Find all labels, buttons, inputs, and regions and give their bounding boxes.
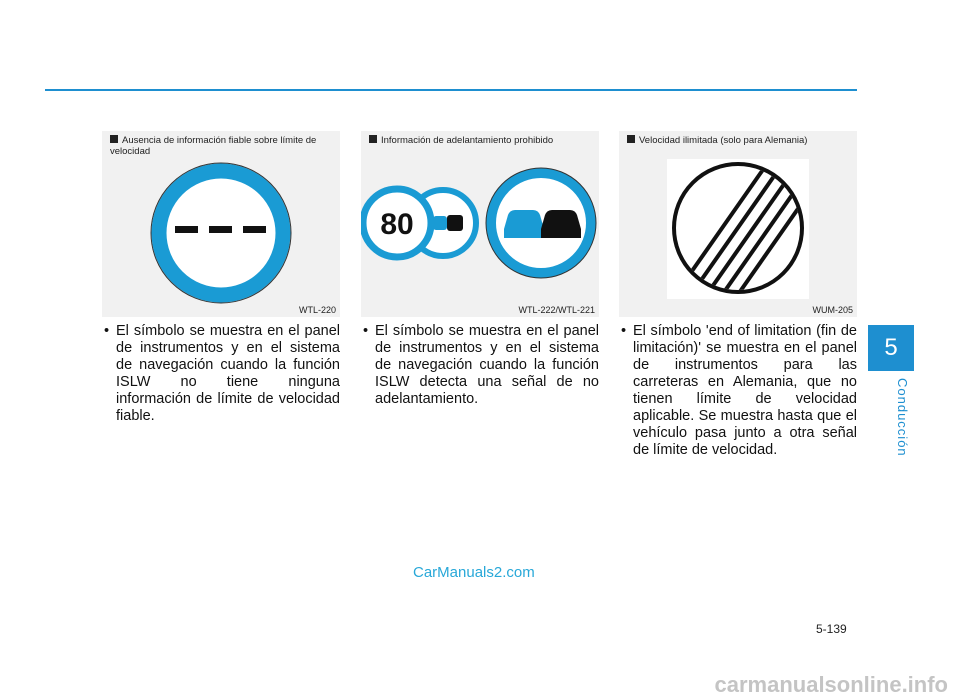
figure-code: WTL-220 [298, 305, 336, 315]
speed-limit-value: 80 [380, 208, 414, 241]
square-bullet-icon [369, 135, 377, 143]
footer-watermark: carmanualsonline.info [714, 672, 948, 697]
watermark-link[interactable]: CarManuals2.com [413, 564, 535, 581]
panel-caption: Ausencia de información fiable sobre límite de velocidad [110, 135, 317, 157]
chapter-tab[interactable] [868, 325, 914, 371]
bullet-text: • El símbolo 'end of limitation (fin de limitación)' se muestra en el panel de instrumentos para las carreteras en Alemania, que no tienen límite de velocidad aplicable. Se muestra hasta que el vehículo pasa junto a otra señal de límite de velocidad. [619, 323, 857, 459]
page-number: 5-139 [816, 622, 847, 636]
chapter-label: Conducción [895, 378, 910, 457]
square-bullet-icon [110, 135, 118, 143]
figure-panel-no-overtaking [361, 131, 599, 317]
figure-code: WTL-222/WTL-221 [518, 305, 595, 315]
bullet-text: • El símbolo se muestra en el panel de instrumentos y en el sistema de navegación cuando la función ISLW no tiene ninguna información de límite de velocidad fiable. [102, 323, 340, 425]
figure-panel-unlimited-speed [619, 131, 857, 317]
panel-caption: Información de adelantamiento prohibido [369, 135, 591, 146]
figure-code: WUM-205 [812, 305, 853, 315]
end-of-limitation-sign-icon [619, 131, 857, 317]
no-overtaking-signs-icon [361, 131, 599, 317]
square-bullet-icon [627, 135, 635, 143]
bullet-text: • El símbolo se muestra en el panel de instrumentos y en el sistema de navegación cuando la función ISLW detecta una señal de no adelantamiento. [361, 323, 599, 408]
header-rule [45, 89, 857, 91]
chapter-number: 5 [884, 334, 898, 361]
figure-panel-no-speed-info [102, 131, 340, 317]
no-info-sign-icon [102, 131, 340, 317]
panel-caption: Velocidad ilimitada (solo para Alemania) [627, 135, 849, 146]
